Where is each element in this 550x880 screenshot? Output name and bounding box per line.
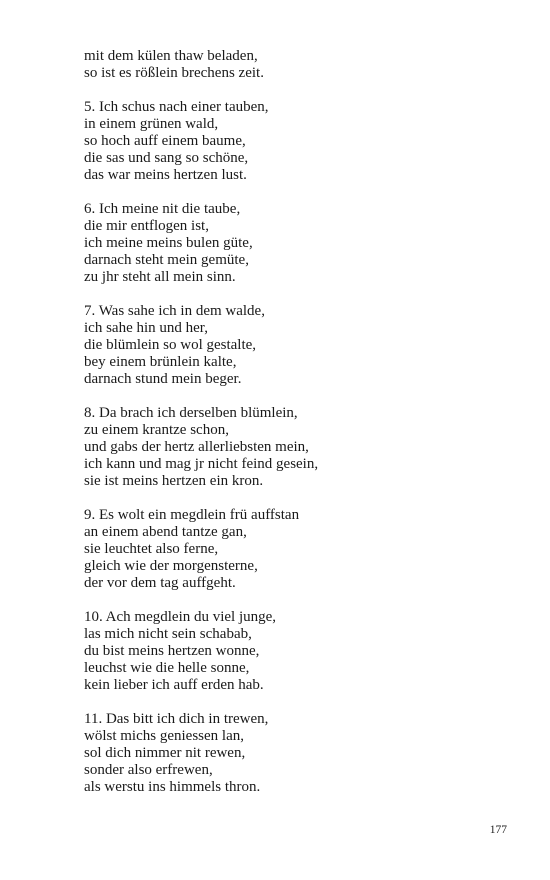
verse-line: las mich nicht sein schabab,: [84, 626, 252, 642]
verse-line: sie ist meins hertzen ein kron.: [84, 473, 264, 489]
verse-line: bey einem brünlein kalte,: [84, 354, 237, 370]
verse-line: ich kann und mag jr nicht feind gesein,: [84, 456, 319, 472]
verse-line: in einem grünen wald,: [84, 116, 219, 132]
verse-line: so ist es rößlein brechens zeit.: [84, 65, 264, 81]
verse-line: kein lieber ich auff erden hab.: [84, 677, 264, 693]
verse-line: die blümlein so wol gestalte,: [84, 337, 257, 353]
verse-line: ich meine meins bulen güte,: [84, 235, 253, 251]
verse-line: 10. Ach megdlein du viel junge,: [84, 609, 277, 625]
verse-line: wölst michs geniessen lan,: [84, 728, 244, 744]
poem-text: [84, 48, 514, 813]
verse-line: 7. Was sahe ich in dem walde,: [84, 303, 265, 319]
verse-line: sol dich nimmer nit rewen,: [84, 745, 246, 761]
verse-line: der vor dem tag auffgeht.: [84, 575, 236, 591]
verse-line: mit dem külen thaw beladen,: [84, 48, 258, 64]
verse-line: das war meins hertzen lust.: [84, 167, 247, 183]
verse-line: 6. Ich meine nit die taube,: [84, 201, 241, 217]
verse-line: und gabs der hertz allerliebsten mein,: [84, 439, 309, 455]
verse-line: gleich wie der morgensterne,: [84, 558, 258, 574]
verse-line: 5. Ich schus nach einer tauben,: [84, 99, 269, 115]
stanza: [84, 303, 514, 388]
verse-line: darnach steht mein gemüte,: [84, 252, 249, 268]
verse-line: sonder also erfrewen,: [84, 762, 213, 778]
stanza: [84, 507, 514, 592]
verse-line: als werstu ins himmels thron.: [84, 779, 261, 795]
page-number: 177: [489, 824, 507, 836]
verse-line: 11. Das bitt ich dich in trewen,: [84, 711, 269, 727]
stanza: [84, 405, 514, 490]
stanza: [84, 201, 514, 286]
verse-line: darnach stund mein beger.: [84, 371, 242, 387]
stanza: [84, 711, 514, 796]
verse-line: zu einem krantze schon,: [84, 422, 229, 438]
verse-line: an einem abend tantze gan,: [84, 524, 247, 540]
verse-line: du bist meins hertzen wonne,: [84, 643, 260, 659]
verse-line: 8. Da brach ich derselben blümlein,: [84, 405, 298, 421]
verse-line: leuchst wie die helle sonne,: [84, 660, 250, 676]
verse-line: die sas und sang so schöne,: [84, 150, 249, 166]
verse-line: ich sahe hin und her,: [84, 320, 208, 336]
verse-line: die mir entflogen ist,: [84, 218, 209, 234]
verse-line: sie leuchtet also ferne,: [84, 541, 219, 557]
stanza: [84, 99, 514, 184]
stanza: [84, 609, 514, 694]
verse-line: 9. Es wolt ein megdlein frü auffstan: [84, 507, 300, 523]
verse-line: so hoch auff einem baume,: [84, 133, 246, 149]
stanza: [84, 48, 514, 82]
verse-line: zu jhr steht all mein sinn.: [84, 269, 236, 285]
